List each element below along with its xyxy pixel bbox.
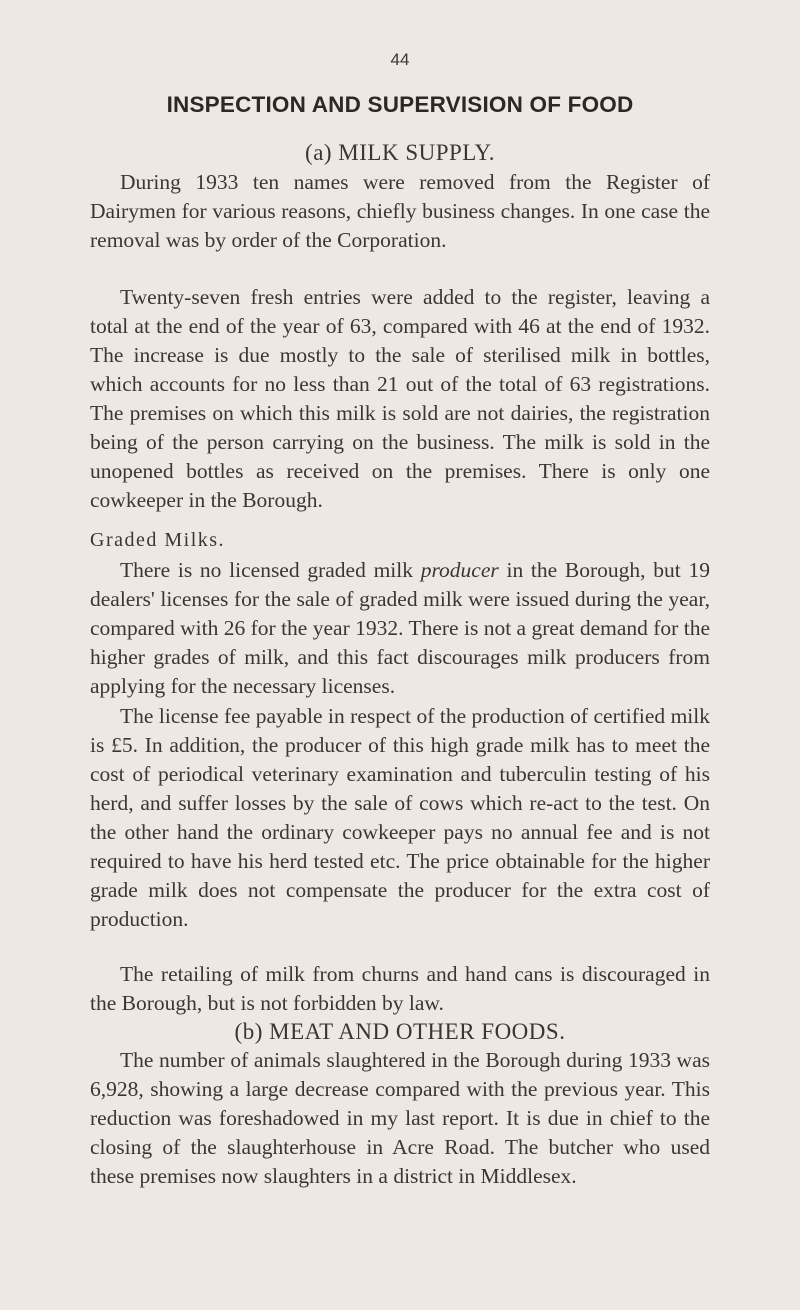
paragraph-graded-milk-licenses [90,556,710,701]
paragraph-license-fee: The license fee payable in respect of the production of certified milk is £5. In addition, the producer of this high grade milk has to meet the cost of periodical veterinary examination and tuberculin testing of his herd, and suffer losses by the sale of cows which re-act to the test. On the other hand the ordinary cowkeeper pays no annual fee and is not required to have his herd tested etc. The price obtainable for the higher grade milk does not compensate the producer for the extra cost of production. [90,704,710,931]
paragraph-register-entries: Twenty-seven fresh entries were added to the register, leaving a total at the end of the year of 63, compared with 46 at the end of 1932. The increase is due mostly to the sale of sterilised milk in bottles, which accounts for no less than 21 out of the total of 63 registrations. The premises on which this milk is sold are not dairies, the registration being of the person carrying on the business. The milk is sold in the unopened bottles as received on the premises. There is only one cowkeeper in the Borough. [90,285,710,512]
paragraph-milk-retailing: The retailing of milk from churns and hand cans is discouraged in the Borough, but is not forbidden by law. [90,962,710,1015]
page-title: INSPECTION AND SUPERVISION OF FOOD [166,92,634,117]
graded-milks-heading [90,529,225,552]
paragraph-text-start: There is no licensed graded milk [120,558,421,582]
section-a-heading: (a) MILK SUPPLY. [305,140,495,165]
page-number: 44 [390,50,410,69]
emphasis-producer: producer [420,558,499,582]
paragraph-animals-slaughtered: The number of animals slaughtered in the Borough during 1933 was 6,928, showing a large decrease compared with the previous year. This reduction was foreshadowed in my last report. It is due in chief to the closing of the slaughterhouse in Acre Road. The butcher who used these premises now slaughters in a district in Middlesex. [90,1048,710,1188]
paragraph-dairymen-register: During 1933 ten names were removed from the Register of Dairymen for various reasons, chiefly business changes. In one case the removal was by order of the Corporation. [90,170,710,252]
section-b-heading: (b) MEAT AND OTHER FOODS. [234,1019,566,1044]
paragraph-text-end: in the Borough, but 19 dealers' licenses for the sale of graded milk were issued during the year, compared with 26 for the year 1932. There is not a great demand for the higher grades of milk, and this fact discourages milk producers from applying for the necessary licenses. [90,558,710,698]
graded-milks-heading-text: Graded Milks. [90,529,226,551]
